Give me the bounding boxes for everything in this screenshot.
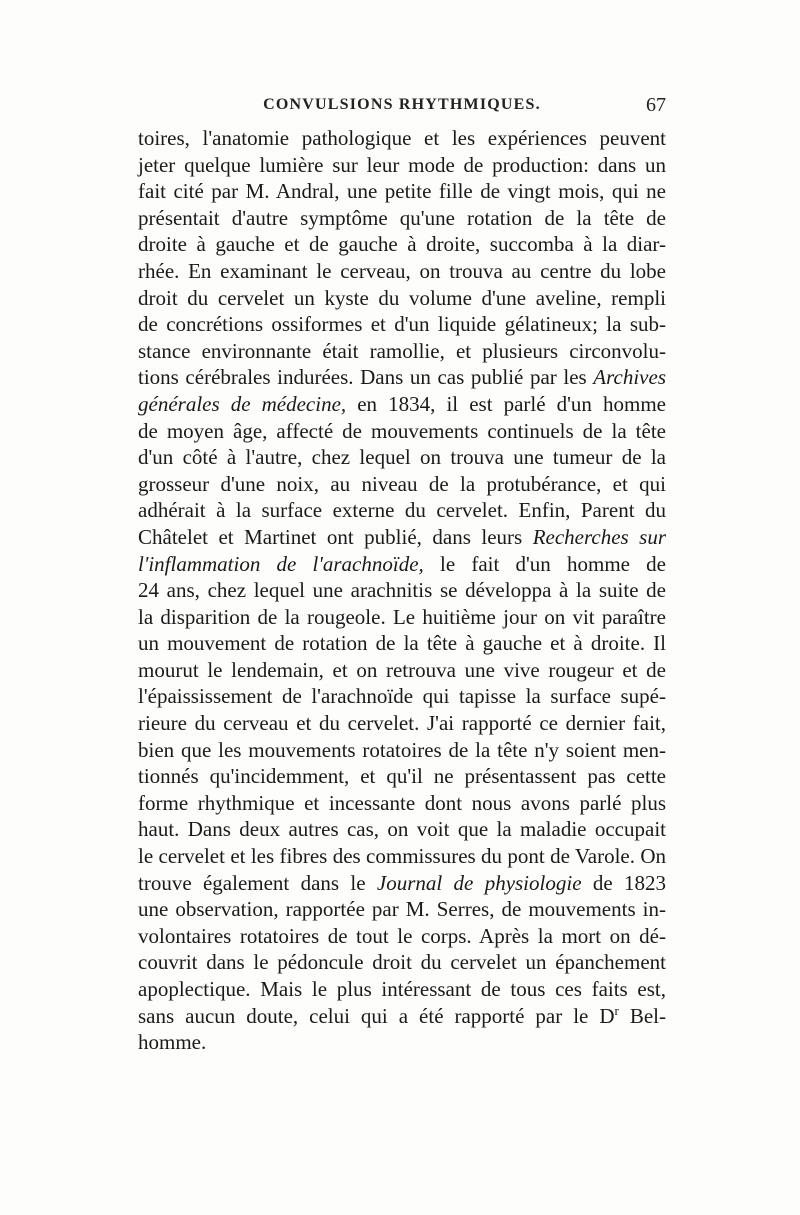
text-line bbox=[138, 577, 666, 604]
text-line bbox=[138, 178, 666, 205]
text-line bbox=[138, 551, 666, 578]
text-line bbox=[138, 125, 666, 152]
text-segment: tions cérébrales indurées. Dans un cas publié par les bbox=[138, 365, 594, 390]
text-segment: le cervelet et les fibres des commissures du pont de Varole. On bbox=[138, 844, 666, 869]
text-segment: toires, l'anatomie pathologique et les expériences peuvent bbox=[138, 126, 666, 150]
text-segment: fait cité par M. Andral, une petite fille de vingt mois, qui ne bbox=[138, 179, 666, 204]
text-segment: Châtelet et Martinet ont publié, dans leurs bbox=[138, 524, 533, 549]
page-header bbox=[138, 94, 666, 124]
text-segment: forme rhythmique et incessante dont nous avons parlé plus bbox=[138, 790, 666, 815]
text-segment: haut. Dans deux autres cas, on voit que la maladie occupait bbox=[138, 817, 666, 842]
text-line bbox=[138, 896, 666, 923]
italic-text: Archives bbox=[593, 365, 666, 390]
text-segment: un mouvement de rotation de la tête à gauche et à droite. Il bbox=[138, 631, 666, 656]
text-line bbox=[138, 471, 666, 498]
text-segment: mourut le lendemain, et on retrouva une vive rougeur et de bbox=[138, 657, 666, 682]
text-segment: la disparition de la rougeole. Le huitième jour on vit paraître bbox=[138, 604, 666, 629]
text-segment: grosseur d'une noix, au niveau de la protubérance, et qui bbox=[138, 471, 666, 496]
text-line bbox=[138, 497, 666, 524]
italic-text: générales de médecine, bbox=[138, 391, 347, 416]
text-line bbox=[138, 683, 666, 710]
text-segment: une observation, rapportée par M. Serres, de mouvements in- bbox=[138, 897, 666, 922]
text-line bbox=[138, 285, 666, 312]
text-line bbox=[138, 604, 666, 631]
text-line bbox=[138, 231, 666, 258]
text-segment: 24 ans, chez lequel une arachnitis se développa à la suite de bbox=[138, 578, 666, 603]
text-line bbox=[138, 152, 666, 179]
text-line bbox=[138, 258, 666, 285]
page-number: 67 bbox=[646, 94, 666, 116]
text-segment: Bel- bbox=[618, 1003, 666, 1028]
text-line bbox=[138, 737, 666, 764]
text-segment: l'épaississement de l'arachnoïde qui tapisse la surface supé- bbox=[138, 684, 666, 709]
text-line bbox=[138, 444, 666, 471]
text-segment: en 1834, il est parlé d'un homme bbox=[346, 391, 667, 416]
text-segment: présentait d'autre symptôme qu'une rotation de la tête de bbox=[138, 205, 666, 230]
text-segment: rieure du cerveau et du cervelet. J'ai rapporté ce dernier fait, bbox=[138, 711, 666, 736]
text-segment: de 1823 bbox=[581, 870, 666, 895]
text-segment: volontaires rotatoires de tout le corps. Après la mort on dé- bbox=[138, 923, 666, 948]
text-segment: de concrétions ossiformes et d'un liquide gélatineux; la sub- bbox=[138, 312, 666, 337]
text-segment: couvrit dans le pédoncule droit du cervelet un épanchement bbox=[138, 950, 666, 975]
superscript: r bbox=[614, 1002, 619, 1018]
text-line bbox=[138, 843, 666, 870]
body-text bbox=[138, 125, 666, 1056]
text-segment: tionnés qu'incidemment, et qu'il ne présentassent pas cette bbox=[138, 764, 666, 789]
text-line bbox=[138, 418, 666, 445]
text-line bbox=[138, 976, 666, 1003]
text-line bbox=[138, 338, 666, 365]
text-line bbox=[138, 1029, 666, 1056]
text-line bbox=[138, 923, 666, 950]
text-segment: rhée. En examinant le cerveau, on trouva au centre du lobe bbox=[138, 258, 666, 283]
text-line bbox=[138, 364, 666, 391]
text-line bbox=[138, 763, 666, 790]
text-line bbox=[138, 657, 666, 684]
text-line bbox=[138, 311, 666, 338]
text-segment: adhérait à la surface externe du cervelet. Enfin, Parent du bbox=[138, 498, 666, 523]
text-segment: apoplectique. Mais le plus intéressant de tous ces faits est, bbox=[138, 977, 666, 1001]
text-segment: le fait d'un homme de bbox=[423, 551, 667, 576]
running-head: CONVULSIONS RHYTHMIQUES. bbox=[263, 96, 541, 113]
text-line bbox=[138, 710, 666, 737]
text-segment: de moyen âge, affecté de mouvements continuels de la tête bbox=[138, 418, 666, 443]
text-line bbox=[138, 391, 666, 418]
text-line bbox=[138, 816, 666, 843]
text-segment: trouve également dans le bbox=[138, 870, 377, 895]
text-line bbox=[138, 790, 666, 817]
text-segment: homme. bbox=[138, 1030, 207, 1055]
italic-text: l'inflammation de l'arachnoïde, bbox=[138, 551, 424, 576]
text-segment: sans aucun doute, celui qui a été rapporté par le D bbox=[138, 1003, 615, 1028]
text-segment: bien que les mouvements rotatoires de la tête n'y soient men- bbox=[138, 737, 666, 762]
italic-text: Recherches sur bbox=[532, 524, 667, 549]
text-line bbox=[138, 630, 666, 657]
text-line bbox=[138, 524, 666, 551]
text-segment: droite à gauche et de gauche à droite, succomba à la diar- bbox=[138, 232, 666, 257]
text-segment: jeter quelque lumière sur leur mode de production: dans un bbox=[138, 152, 666, 177]
text-line bbox=[138, 205, 666, 232]
text-segment: droit du cervelet un kyste du volume d'une aveline, rempli bbox=[138, 285, 666, 310]
text-line bbox=[138, 870, 666, 897]
italic-text: Journal de physiologie bbox=[376, 870, 582, 895]
text-line bbox=[138, 1003, 666, 1030]
text-line bbox=[138, 949, 666, 976]
text-segment: stance environnante était ramollie, et plusieurs circonvolu- bbox=[138, 338, 666, 363]
text-segment: d'un côté à l'autre, chez lequel on trouva une tumeur de la bbox=[138, 445, 666, 470]
